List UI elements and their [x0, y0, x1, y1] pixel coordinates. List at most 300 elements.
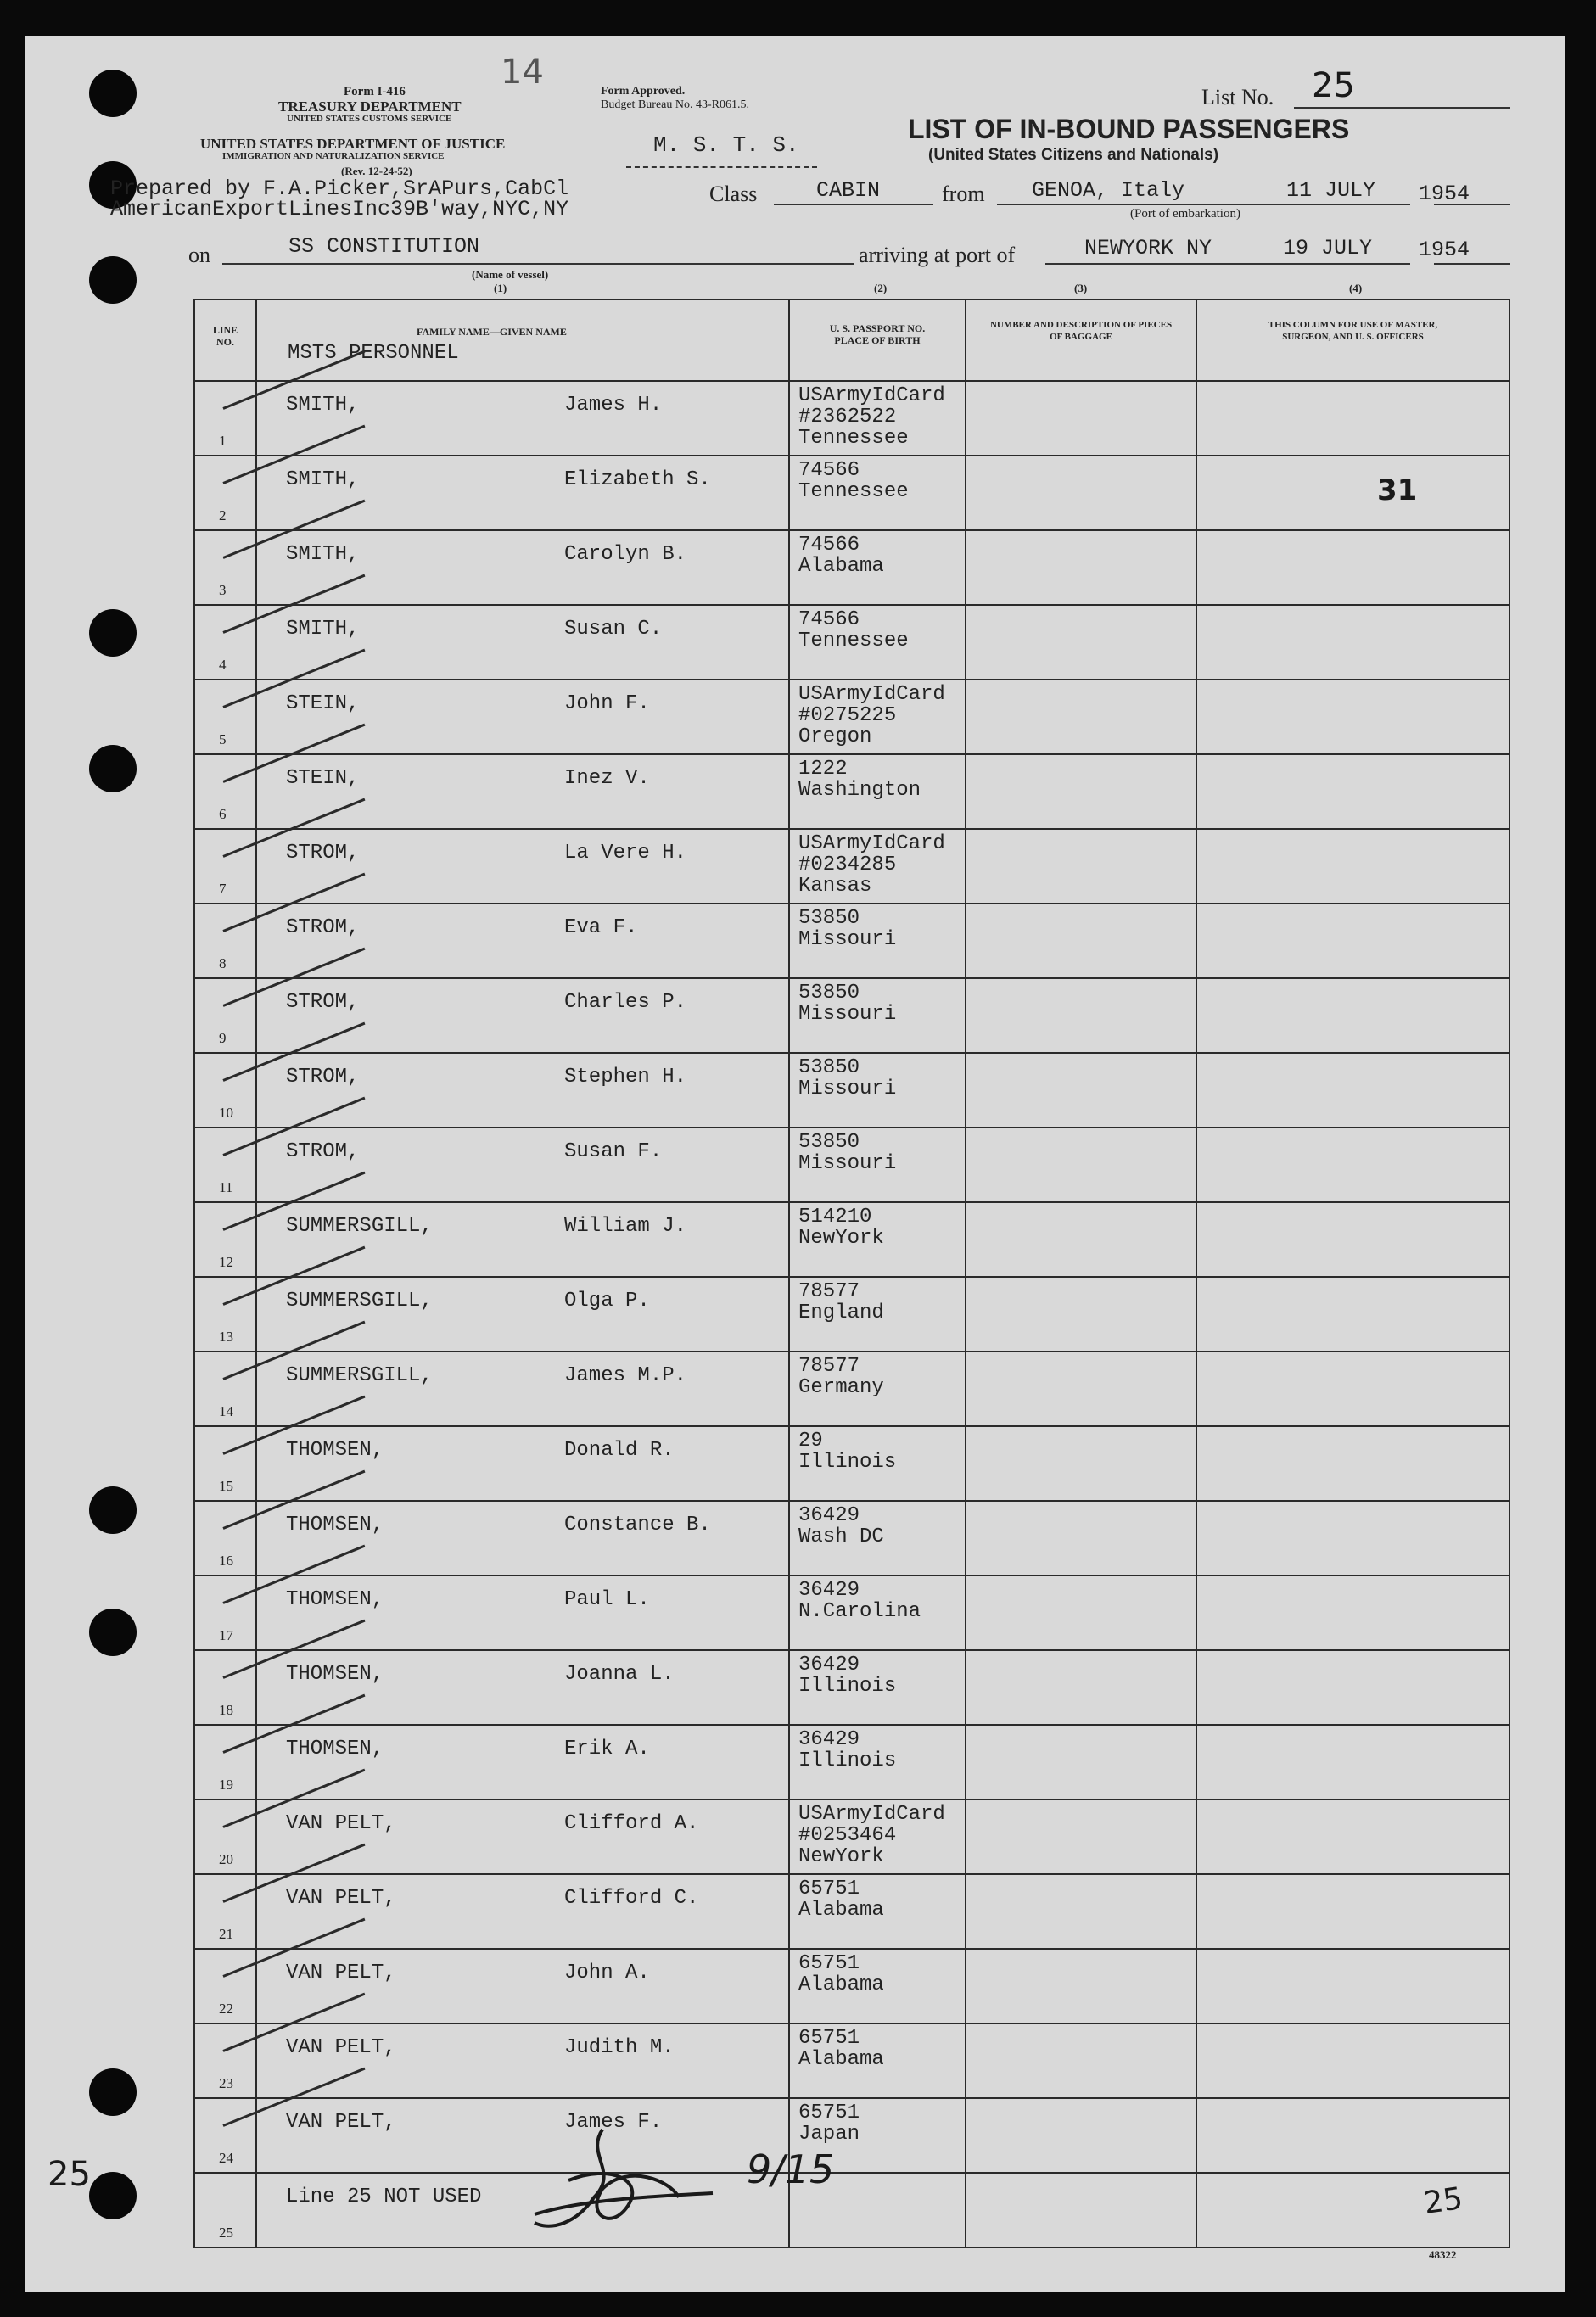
given-name: Carolyn B.	[564, 543, 687, 566]
officer-cell	[1196, 1053, 1509, 1128]
family-name: STROM,	[286, 1066, 360, 1089]
punch-hole	[89, 609, 137, 657]
passport-cell	[789, 829, 966, 904]
name-cell	[256, 2023, 789, 2098]
family-name: VAN PELT,	[286, 1962, 396, 1984]
table-row	[194, 829, 1509, 904]
passenger-table	[193, 299, 1510, 2248]
line-number: 12	[219, 1254, 233, 1270]
line-number: 16	[219, 1553, 233, 1569]
family-name: STROM,	[286, 1140, 360, 1163]
officer-cell	[1196, 530, 1509, 605]
family-name: SMITH,	[286, 468, 360, 491]
baggage-cell	[966, 754, 1196, 829]
line-number: 8	[219, 955, 227, 971]
officer-cell	[1196, 1128, 1509, 1202]
family-name: SUMMERSGILL,	[286, 1290, 433, 1312]
arrival-port: NEWYORK NY	[1084, 236, 1212, 260]
print-number: 48322	[1429, 2248, 1457, 2261]
given-name: Inez V.	[564, 767, 650, 790]
baggage-cell	[966, 1949, 1196, 2023]
passport-cell	[789, 530, 966, 605]
passport-birthplace: 514210 NewYork	[798, 1206, 884, 1250]
passport-birthplace: 36429 N.Carolina	[798, 1579, 921, 1623]
given-name: Clifford A.	[564, 1812, 699, 1835]
officer-cell	[1196, 1874, 1509, 1949]
passport-cell	[789, 1202, 966, 1277]
officer-cell	[1196, 1650, 1509, 1725]
given-name: Erik A.	[564, 1738, 650, 1760]
officer-cell	[1196, 829, 1509, 904]
customs-service: UNITED STATES CUSTOMS SERVICE	[287, 114, 452, 124]
passport-birthplace: 36429 Illinois	[798, 1728, 897, 1772]
baggage-cell	[966, 1352, 1196, 1426]
table-row	[194, 605, 1509, 680]
baggage-cell	[966, 1128, 1196, 1202]
departure-year: 1954	[1419, 182, 1470, 206]
line-number: 24	[219, 2150, 233, 2166]
officer-cell	[1196, 605, 1509, 680]
passport-cell	[789, 754, 966, 829]
officer-cell	[1196, 1949, 1509, 2023]
name-cell	[256, 1053, 789, 1128]
punch-hole	[89, 70, 137, 117]
name-cell	[256, 1202, 789, 1277]
table-row	[194, 1426, 1509, 1501]
passport-birthplace: 65751 Alabama	[798, 1878, 884, 1922]
punch-hole	[89, 256, 137, 304]
passport-cell	[789, 1799, 966, 1874]
family-name: VAN PELT,	[286, 1887, 396, 1910]
table-row	[194, 680, 1509, 754]
given-name: Susan F.	[564, 1140, 663, 1163]
family-name: THOMSEN,	[286, 1588, 384, 1611]
vessel-label: (Name of vessel)	[472, 268, 549, 281]
arrival-year: 1954	[1419, 238, 1470, 262]
line-number-cell	[194, 904, 256, 978]
given-name: Charles P.	[564, 991, 687, 1014]
line-number-cell	[194, 829, 256, 904]
passport-birthplace: 74566 Alabama	[798, 534, 884, 578]
baggage-cell	[966, 1725, 1196, 1799]
line-number: 11	[219, 1179, 233, 1195]
baggage-cell	[966, 456, 1196, 530]
name-cell	[256, 530, 789, 605]
given-name: Susan C.	[564, 618, 663, 641]
line-number-cell	[194, 530, 256, 605]
table-row	[194, 1799, 1509, 1874]
passport-cell	[789, 680, 966, 754]
header-officers: THIS COLUMN FOR USE OF MASTER, SURGEON, AND U. S. OFFICERS	[1196, 299, 1509, 381]
given-name: Joanna L.	[564, 1663, 675, 1686]
family-name: THOMSEN,	[286, 1514, 384, 1536]
document-title: LIST OF IN-BOUND PASSENGERS	[908, 114, 1350, 144]
class-value: CABIN	[816, 178, 881, 203]
line-number-cell	[194, 2023, 256, 2098]
col1-number: (1)	[494, 282, 507, 294]
family-name: VAN PELT,	[286, 2111, 396, 2134]
passport-cell	[789, 2023, 966, 2098]
name-cell	[256, 381, 789, 456]
officer-cell	[1196, 1575, 1509, 1650]
vessel-line	[222, 263, 854, 265]
list-label: List No.	[1201, 85, 1274, 109]
baggage-cell	[966, 1575, 1196, 1650]
line-number-cell	[194, 2173, 256, 2247]
passport-birthplace: 65751 Japan	[798, 2102, 860, 2146]
table-header-row	[194, 299, 1509, 381]
baggage-cell	[966, 978, 1196, 1053]
prepared-by: Prepared by F.A.Picker,SrAPurs,CabCl	[110, 176, 569, 201]
punch-hole	[89, 2172, 137, 2219]
name-cell	[256, 1949, 789, 2023]
on-label: on	[188, 243, 210, 267]
given-name: Paul L.	[564, 1588, 650, 1611]
line-number: 18	[219, 1702, 233, 1718]
passport-cell	[789, 1128, 966, 1202]
msts-underline	[626, 166, 817, 168]
baggage-cell	[966, 1874, 1196, 1949]
handwritten-note-right: 25	[1421, 2181, 1465, 2221]
table-row	[194, 978, 1509, 1053]
passport-birthplace: USArmyIdCard #0234285 Kansas	[798, 832, 945, 898]
table-row	[194, 754, 1509, 829]
passport-birthplace: 29 Illinois	[798, 1430, 897, 1474]
line-number-cell	[194, 1128, 256, 1202]
name-cell	[256, 1352, 789, 1426]
punch-hole	[89, 2068, 137, 2116]
family-name: THOMSEN,	[286, 1663, 384, 1686]
table-row	[194, 904, 1509, 978]
table-row	[194, 1202, 1509, 1277]
form-number: Form I-416	[344, 85, 406, 98]
passport-birthplace: 53850 Missouri	[798, 907, 897, 951]
officer-note: 31	[1377, 473, 1418, 507]
line-number-cell	[194, 1799, 256, 1874]
line-number-cell	[194, 1725, 256, 1799]
given-name: Judith M.	[564, 2036, 675, 2059]
given-name: James M.P.	[564, 1364, 687, 1387]
given-name: Donald R.	[564, 1439, 675, 1462]
header-name: FAMILY NAME—GIVEN NAME MSTS PERSONNEL	[256, 299, 789, 381]
name-cell	[256, 1277, 789, 1352]
line-number: 10	[219, 1105, 233, 1121]
passport-cell	[789, 605, 966, 680]
document-subtitle: (United States Citizens and Nationals)	[928, 146, 1219, 164]
officer-cell	[1196, 1501, 1509, 1575]
passport-birthplace: 36429 Wash DC	[798, 1504, 884, 1548]
passport-birthplace: 78577 Germany	[798, 1355, 884, 1399]
officer-cell	[1196, 680, 1509, 754]
passport-birthplace: 36429 Illinois	[798, 1654, 897, 1698]
treasury-dept: TREASURY DEPARTMENT	[278, 98, 462, 115]
officer-cell	[1196, 1202, 1509, 1277]
passport-cell	[789, 1352, 966, 1426]
passport-birthplace: USArmyIdCard #0275225 Oregon	[798, 683, 945, 748]
family-name: Line 25 NOT USED	[286, 2185, 482, 2208]
handwritten-number: 14	[501, 53, 544, 92]
passport-birthplace: 53850 Missouri	[798, 1056, 897, 1100]
line-number-cell	[194, 381, 256, 456]
passport-birthplace: 1222 Washington	[798, 758, 921, 802]
officer-cell	[1196, 456, 1509, 530]
name-cell	[256, 1799, 789, 1874]
line-number-cell	[194, 1202, 256, 1277]
line-number: 15	[219, 1478, 233, 1494]
revision: (Rev. 12-24-52)	[341, 165, 412, 177]
passport-cell	[789, 1949, 966, 2023]
from-label: from	[942, 182, 985, 206]
table-row	[194, 2023, 1509, 2098]
family-name: SMITH,	[286, 618, 360, 641]
table-row	[194, 1352, 1509, 1426]
list-number-line	[1294, 107, 1510, 109]
passport-cell	[789, 1053, 966, 1128]
passport-cell	[789, 978, 966, 1053]
col4-number: (4)	[1349, 282, 1363, 294]
name-cell	[256, 829, 789, 904]
officer-cell	[1196, 1277, 1509, 1352]
family-name: THOMSEN,	[286, 1439, 384, 1462]
passport-birthplace: 53850 Missouri	[798, 982, 897, 1026]
given-name: James H.	[564, 394, 663, 417]
family-name: SUMMERSGILL,	[286, 1364, 433, 1387]
passport-birthplace: 65751 Alabama	[798, 1952, 884, 1996]
officer-cell	[1196, 1426, 1509, 1501]
handwritten-date-note: 9/15	[747, 2146, 835, 2192]
handwritten-note-left: 25	[48, 2155, 91, 2194]
family-name: STROM,	[286, 991, 360, 1014]
family-name: STEIN,	[286, 692, 360, 715]
name-cell	[256, 456, 789, 530]
prepared-by-address: AmericanExportLinesInc39B'way,NYC,NY	[110, 197, 569, 221]
officer-cell	[1196, 2098, 1509, 2173]
line-number-cell	[194, 1575, 256, 1650]
line-number: 23	[219, 2075, 233, 2091]
table-row	[194, 530, 1509, 605]
line-number: 21	[219, 1926, 233, 1942]
name-cell	[256, 1426, 789, 1501]
arriving-label: arriving at port of	[859, 243, 1016, 267]
line-number-cell	[194, 1426, 256, 1501]
passport-cell	[789, 456, 966, 530]
baggage-cell	[966, 1501, 1196, 1575]
line-number-cell	[194, 1277, 256, 1352]
line-number: 1	[219, 433, 227, 449]
officer-cell	[1196, 754, 1509, 829]
table-row	[194, 1650, 1509, 1725]
officer-cell	[1196, 381, 1509, 456]
baggage-cell	[966, 1053, 1196, 1128]
line-number-cell	[194, 1874, 256, 1949]
line-number-cell	[194, 2098, 256, 2173]
family-name: VAN PELT,	[286, 1812, 396, 1835]
passport-cell	[789, 1426, 966, 1501]
justice-dept: UNITED STATES DEPARTMENT OF JUSTICE	[200, 136, 506, 152]
ins-service: IMMIGRATION AND NATURALIZATION SERVICE	[222, 151, 445, 161]
officer-cell	[1196, 904, 1509, 978]
line-number-cell	[194, 1352, 256, 1426]
departure-date: 11 JULY	[1286, 178, 1376, 203]
baggage-cell	[966, 904, 1196, 978]
given-name: Elizabeth S.	[564, 468, 711, 491]
line-number-cell	[194, 456, 256, 530]
baggage-cell	[966, 2173, 1196, 2247]
arrival-year-line	[1434, 263, 1510, 265]
line-number-cell	[194, 1053, 256, 1128]
line-number-cell	[194, 605, 256, 680]
header-baggage: NUMBER AND DESCRIPTION OF PIECES OF BAGGAGE	[966, 299, 1196, 381]
line-number-cell	[194, 1949, 256, 2023]
punch-hole	[89, 1486, 137, 1534]
given-name: Olga P.	[564, 1290, 650, 1312]
family-name: SUMMERSGILL,	[286, 1215, 433, 1238]
arrival-line	[1045, 263, 1410, 265]
line-number-cell	[194, 680, 256, 754]
line-number: 20	[219, 1851, 233, 1867]
given-name: Constance B.	[564, 1514, 711, 1536]
given-name: John A.	[564, 1962, 650, 1984]
family-name: STEIN,	[286, 767, 360, 790]
msts-stamp: M. S. T. S.	[653, 132, 799, 158]
family-name: VAN PELT,	[286, 2036, 396, 2059]
table-row	[194, 2173, 1509, 2247]
passport-birthplace: 74566 Tennessee	[798, 608, 909, 652]
line-number: 2	[219, 507, 227, 523]
line-number: 6	[219, 806, 227, 822]
given-name: La Vere H.	[564, 842, 687, 865]
family-name: THOMSEN,	[286, 1738, 384, 1760]
line-number: 25	[219, 2225, 233, 2241]
baggage-cell	[966, 530, 1196, 605]
passport-cell	[789, 1501, 966, 1575]
passport-birthplace: USArmyIdCard #2362522 Tennessee	[798, 384, 945, 450]
table-row	[194, 2098, 1509, 2173]
list-number: 25	[1312, 66, 1355, 105]
punch-hole	[89, 1609, 137, 1656]
header-passport: U. S. PASSPORT NO. PLACE OF BIRTH	[789, 299, 966, 381]
baggage-cell	[966, 2098, 1196, 2173]
inspector-signature	[501, 2121, 755, 2248]
name-cell	[256, 1874, 789, 1949]
given-name: Clifford C.	[564, 1887, 699, 1910]
line-number: 19	[219, 1777, 233, 1793]
name-cell	[256, 1575, 789, 1650]
baggage-cell	[966, 1426, 1196, 1501]
passport-cell	[789, 1650, 966, 1725]
name-cell	[256, 904, 789, 978]
given-name: Stephen H.	[564, 1066, 687, 1089]
form-approved: Form Approved.	[601, 85, 686, 98]
name-cell	[256, 1725, 789, 1799]
port-embarkation-label: (Port of embarkation)	[1130, 207, 1240, 221]
passport-cell	[789, 904, 966, 978]
baggage-cell	[966, 1799, 1196, 1874]
line-number: 13	[219, 1329, 233, 1345]
family-name: SMITH,	[286, 394, 360, 417]
class-line	[774, 204, 933, 205]
line-number: 5	[219, 731, 227, 747]
line-number: 7	[219, 881, 227, 897]
baggage-cell	[966, 1650, 1196, 1725]
table-row	[194, 456, 1509, 530]
port-embarkation: GENOA, Italy	[1032, 178, 1185, 203]
table-row	[194, 1501, 1509, 1575]
family-name: STROM,	[286, 916, 360, 939]
passport-birthplace: 53850 Missouri	[798, 1131, 897, 1175]
line-number: 22	[219, 2001, 233, 2017]
baggage-cell	[966, 381, 1196, 456]
passport-cell	[789, 1874, 966, 1949]
passport-birthplace: 74566 Tennessee	[798, 459, 909, 503]
name-cell	[256, 1501, 789, 1575]
table-row	[194, 1053, 1509, 1128]
baggage-cell	[966, 1277, 1196, 1352]
officer-cell	[1196, 978, 1509, 1053]
year-line	[1434, 204, 1510, 205]
baggage-cell	[966, 829, 1196, 904]
from-line	[997, 204, 1410, 205]
passport-birthplace: USArmyIdCard #0253464 NewYork	[798, 1803, 945, 1868]
table-row	[194, 1725, 1509, 1799]
given-name: James F.	[564, 2111, 663, 2134]
passport-cell	[789, 381, 966, 456]
officer-cell	[1196, 2023, 1509, 2098]
table-row	[194, 381, 1509, 456]
budget-bureau: Budget Bureau No. 43-R061.5.	[601, 98, 749, 111]
table-row	[194, 1874, 1509, 1949]
family-name: SMITH,	[286, 543, 360, 566]
line-number-cell	[194, 754, 256, 829]
vessel-name: SS CONSTITUTION	[288, 234, 480, 259]
name-cell	[256, 1128, 789, 1202]
given-name: Eva F.	[564, 916, 638, 939]
passport-cell	[789, 1575, 966, 1650]
passport-cell	[789, 1277, 966, 1352]
name-cell	[256, 605, 789, 680]
table-row	[194, 1949, 1509, 2023]
line-number: 9	[219, 1030, 227, 1046]
arrival-date: 19 JULY	[1283, 236, 1373, 260]
passport-cell	[789, 1725, 966, 1799]
baggage-cell	[966, 2023, 1196, 2098]
baggage-cell	[966, 605, 1196, 680]
baggage-cell	[966, 680, 1196, 754]
family-name: STROM,	[286, 842, 360, 865]
table-row	[194, 1128, 1509, 1202]
table-row	[194, 1277, 1509, 1352]
name-cell	[256, 754, 789, 829]
line-number-cell	[194, 1501, 256, 1575]
header-line-no: LINE NO.	[194, 299, 256, 381]
table-row	[194, 1575, 1509, 1650]
name-cell	[256, 978, 789, 1053]
officer-cell	[1196, 1352, 1509, 1426]
baggage-cell	[966, 1202, 1196, 1277]
officer-cell	[1196, 1725, 1509, 1799]
line-number: 14	[219, 1403, 233, 1419]
line-number-cell	[194, 1650, 256, 1725]
class-label: Class	[709, 182, 758, 206]
name-cell	[256, 1650, 789, 1725]
line-number-cell	[194, 978, 256, 1053]
line-number: 17	[219, 1627, 233, 1643]
officer-cell	[1196, 1799, 1509, 1874]
line-number: 3	[219, 582, 227, 598]
punch-hole	[89, 745, 137, 792]
passport-birthplace: 65751 Alabama	[798, 2027, 884, 2071]
given-name: John F.	[564, 692, 650, 715]
